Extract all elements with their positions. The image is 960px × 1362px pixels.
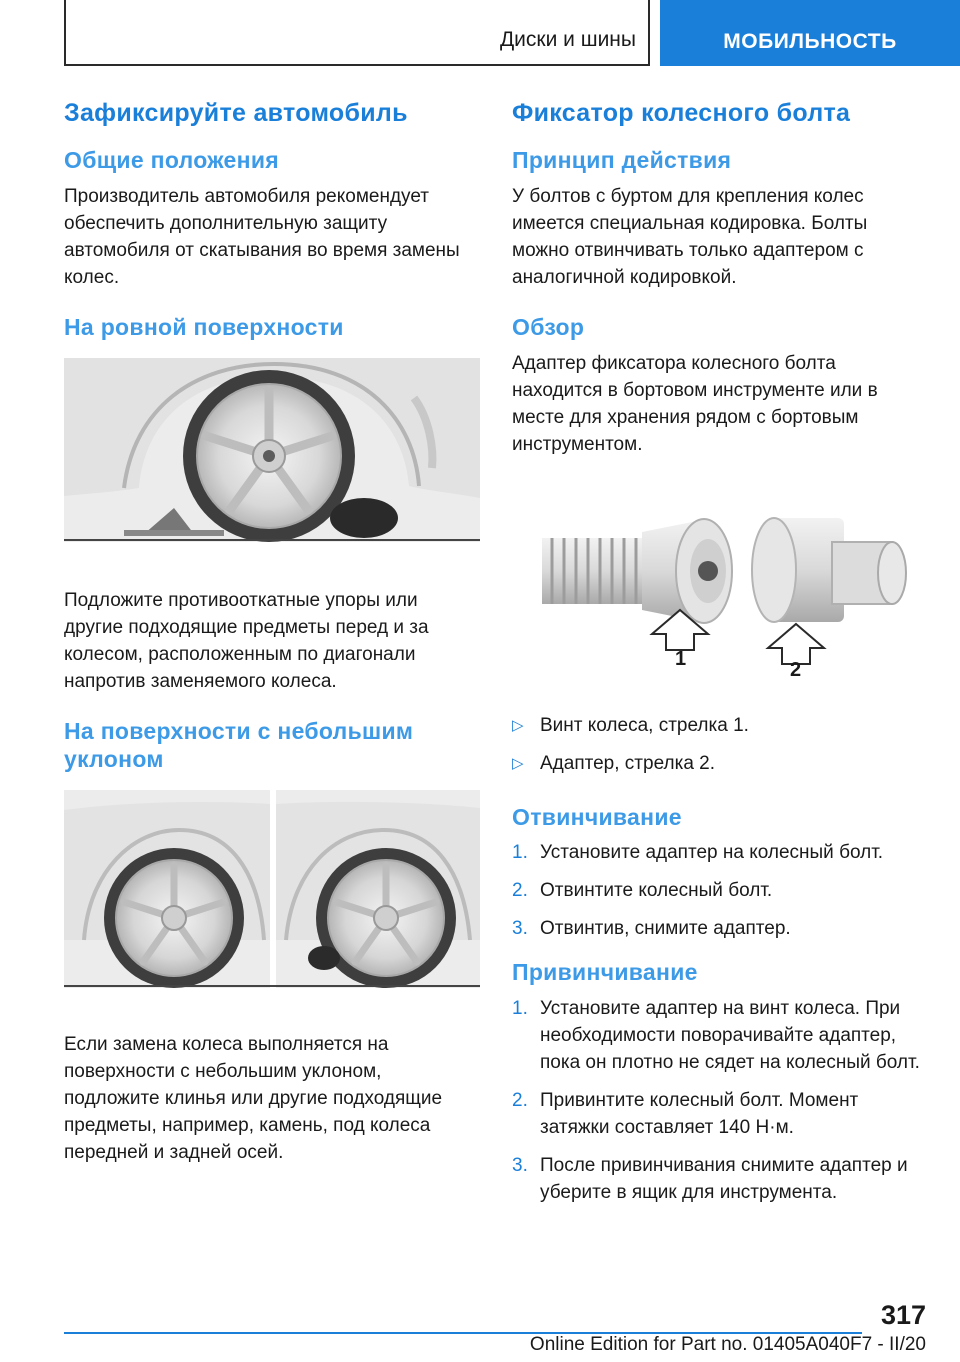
flat-ground-figure: [64, 358, 480, 547]
bolt-adapter-figure: [512, 498, 928, 678]
chapter-tab: МОБИЛЬНОСТЬ: [660, 0, 960, 66]
principle-heading: Принцип действия: [512, 147, 732, 173]
right-title: Фиксатор колесного болта: [512, 99, 851, 127]
list-item: ▷ Адаптер, стрелка 2.: [512, 750, 928, 777]
general-heading: Общие положения: [64, 147, 279, 173]
triangle-bullet-icon: ▷: [512, 754, 524, 772]
list-item: 2. Привинтите колесный болт. Момент затяжки составляет 140 Н·м.: [512, 1090, 859, 1138]
overview-heading: Обзор: [512, 313, 585, 340]
slope-heading: На поверхности с небольшим уклоном: [64, 717, 414, 773]
callout-number-1: 1: [675, 647, 687, 670]
left-column: [64, 98, 480, 1166]
principle-text: У болтов с буртом для крепления колес имеется специальная кодировка. Болты можно отвинчивать только адаптером с аналогичной кодировкой.: [512, 185, 868, 288]
slope-wheels-illustration: [64, 790, 480, 988]
callout-number-2: 2: [790, 658, 802, 678]
triangle-bullet-icon: ▷: [512, 716, 524, 734]
overview-list: [512, 712, 928, 777]
list-item: 3. Отвинтив, снимите адаптер.: [512, 918, 791, 940]
flat-wheel-illustration: [64, 358, 480, 542]
list-item: ▷ Винт колеса, стрелка 1.: [512, 712, 928, 739]
section-title: Диски и шины: [499, 28, 636, 51]
overview-text: Адаптер фиксатора колесного болта находится в бортовом инструменте или в месте для хранения рядом с бортовым инструментом.: [512, 352, 878, 455]
list-item: 3. После привинчивания снимите адаптер и уберите в ящик для инструмента.: [512, 1155, 908, 1203]
list-item: 1. Установите адаптер на колесный болт.: [512, 842, 884, 864]
screw-heading: Привинчивание: [512, 959, 698, 986]
list-item: 1. Установите адаптер на винт колеса. При необходимости поворачивайте адаптер, пока он плотно не сядет на колесный болт.: [512, 998, 920, 1073]
wheel-bolt-shape: [542, 519, 732, 623]
right-column: [512, 98, 928, 1217]
left-title: Зафиксируйте автомобиль: [64, 99, 408, 127]
adapter-shape: [752, 518, 906, 622]
unscrew-steps: [512, 839, 928, 942]
flat-heading: На ровной поверхности: [64, 313, 344, 340]
slope-figure: [64, 790, 480, 993]
callout-arrow-2: [768, 624, 824, 664]
flat-text: Подложите противооткатные упоры или другие подходящие предметы перед и за колесом, расположенным по диагонали напротив заменяемого колеса.: [64, 589, 429, 692]
unscrew-heading: Отвинчивание: [512, 803, 682, 830]
header-box: [64, 0, 650, 66]
edition-footer: Online Edition for Part no. 01405A040F7 - II/20: [529, 1334, 926, 1355]
general-text: Производитель автомобиля рекомендует обеспечить дополнительную защиту автомобиля от скатывания во время замены колес.: [64, 185, 460, 288]
slope-text: Если замена колеса выполняется на поверхности с небольшим уклоном, подложите клинья или другие подходящие предметы, например, камень, под колеса передней и задней осей.: [64, 1034, 443, 1163]
list-item: 2. Отвинтите колесный болт.: [512, 880, 773, 902]
page-number: 317: [880, 1300, 926, 1330]
screw-steps: [512, 995, 928, 1206]
bolt-adapter-illustration: [512, 498, 928, 678]
